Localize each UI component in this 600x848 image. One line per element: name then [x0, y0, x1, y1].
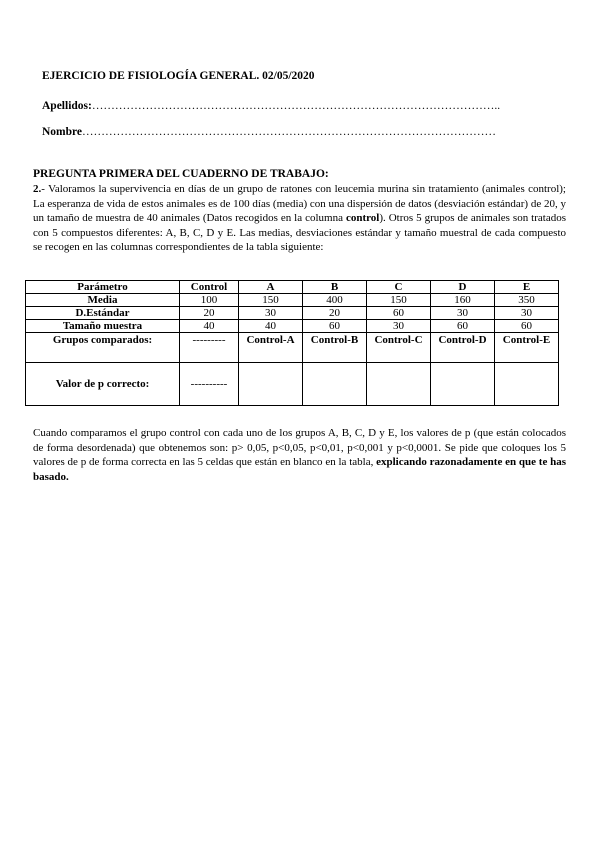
table-cell: Control-E	[495, 333, 559, 363]
name-dots: ………………………………………………………………………………………………	[82, 126, 497, 138]
para2-bold-instruction: explicando razonadamente en que te has basado.	[33, 456, 567, 483]
table-cell: Control-A	[239, 333, 303, 363]
row-label: Valor de p correcto:	[26, 363, 180, 406]
pvalue-input-cell-c[interactable]	[367, 363, 431, 406]
row-label: Grupos comparados:	[26, 333, 180, 363]
para1-bold-control: control	[345, 212, 380, 224]
surname-field[interactable]	[42, 100, 542, 112]
name-label: Nombre	[42, 126, 83, 138]
header-cell: D	[431, 281, 495, 294]
table-cell: Control-C	[367, 333, 431, 363]
surname-label: Apellidos:	[42, 100, 92, 112]
table-cell: 100	[180, 294, 239, 307]
table-cell: ---------	[180, 333, 239, 363]
question-paragraph-1	[33, 182, 566, 255]
pvalue-input-cell-a[interactable]	[239, 363, 303, 406]
table-cell: Control-D	[431, 333, 495, 363]
table-cell: 30	[239, 307, 303, 320]
row-label: D.Estándar	[26, 307, 180, 320]
para2-text-a: Cuando comparamos el grupo control con cada uno de los grupos A, B, C, D y E, los valores de p (que están colocados de forma desordenada) que obtenemos son: p> 0,05, p<0,05, p<0,01, p<0,001 y p<0,0001. Se pide que coloques los 5 valores de p de forma correcta en las 5 celdas que están en blanco en la tabla,	[33, 427, 566, 468]
para1-text-b: ). Otros 5 grupos de animales son tratados con 5 compuestos diferentes: A, B, C, D y E. Las medias, desviaciones estándar y tamaño muestral de cada compuesto se recogen en las columnas correspondientes de la tabla siguiente:	[33, 212, 566, 253]
table-cell: 350	[495, 294, 559, 307]
table-cell: 60	[303, 320, 367, 333]
header-cell: A	[239, 281, 303, 294]
table-cell: 400	[303, 294, 367, 307]
table-cell: 20	[180, 307, 239, 320]
header-cell: Control	[180, 281, 239, 294]
table-cell: 150	[239, 294, 303, 307]
pvalue-input-cell-b[interactable]	[303, 363, 367, 406]
surname-dots: ……………………………………………………………………………………………..	[91, 100, 501, 112]
table-row-tamano	[26, 320, 559, 333]
question-paragraph-2	[33, 426, 566, 484]
table-cell: 40	[239, 320, 303, 333]
name-field[interactable]	[42, 126, 542, 138]
header-cell: E	[495, 281, 559, 294]
table-cell: 20	[303, 307, 367, 320]
header-cell: Parámetro	[26, 281, 180, 294]
table-cell: 30	[367, 320, 431, 333]
table-header-row	[26, 281, 559, 294]
table-cell: 30	[495, 307, 559, 320]
question-number: 2.	[33, 183, 42, 195]
row-label: Media	[26, 294, 180, 307]
table-row-desviacion	[26, 307, 559, 320]
header-cell: B	[303, 281, 367, 294]
para1-text-a: - Valoramos la supervivencia en días de un grupo de ratones con leucemia murina sin tratamiento (animales control); La esperanza de vida de estos animales es de 100 días (media) con una dispersión de datos (desviación estándar) de 20, y un tamaño de muestra de 40 animales (Datos recogidos en la columna	[33, 183, 566, 224]
row-label: Tamaño muestra	[26, 320, 180, 333]
header-cell: C	[367, 281, 431, 294]
table-cell: ----------	[180, 363, 239, 406]
question-heading: PREGUNTA PRIMERA DEL CUADERNO DE TRABAJO:	[33, 168, 329, 180]
table-row-grupos	[26, 333, 559, 363]
pvalue-input-cell-e[interactable]	[495, 363, 559, 406]
table-cell: 30	[431, 307, 495, 320]
data-table	[25, 280, 559, 406]
table-cell: 40	[180, 320, 239, 333]
table-row-media	[26, 294, 559, 307]
table-cell: 60	[495, 320, 559, 333]
table-cell: 60	[431, 320, 495, 333]
table-cell: Control-B	[303, 333, 367, 363]
pvalue-input-cell-d[interactable]	[431, 363, 495, 406]
table-cell: 60	[367, 307, 431, 320]
exercise-title: EJERCICIO DE FISIOLOGÍA GENERAL. 02/05/2020	[42, 70, 315, 82]
table-cell: 150	[367, 294, 431, 307]
table-cell: 160	[431, 294, 495, 307]
table-row-pvalor	[26, 363, 559, 406]
